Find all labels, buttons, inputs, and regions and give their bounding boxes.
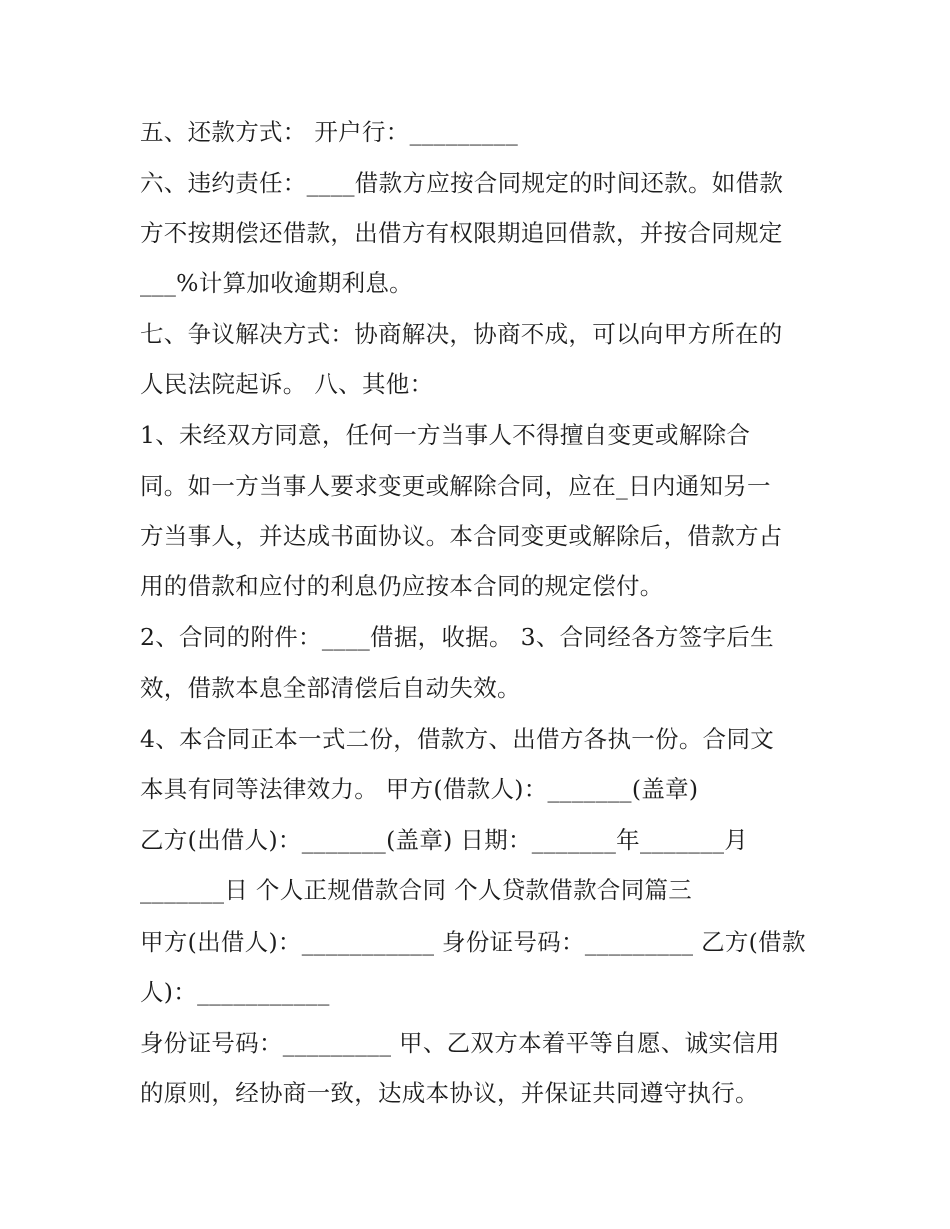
text-line-dispute-resolution: 七、争议解决方式：协商解决，协商不成，可以向甲方所在的	[140, 320, 783, 348]
text-line: 人)：___________	[140, 978, 330, 1006]
text-line: 的原则，经协商一致，达成本协议，并保证共同遵守执行。	[140, 1079, 759, 1107]
text-line: 效，借款本息全部清偿后自动失效。	[140, 674, 521, 702]
text-line: 方当事人，并达成书面协议。本合同变更或解除后，借款方占	[140, 522, 783, 550]
text-line: 同。如一方当事人要求变更或解除合同，应在_日内通知另一	[140, 472, 771, 500]
text-line: 人民法院起诉。 八、其他：	[140, 370, 434, 398]
text-line: ___%计算加收逾期利息。	[140, 269, 413, 297]
text-line-breach-liability: 六、违约责任：____借款方应按合同规定的时间还款。如借款	[140, 169, 784, 197]
text-line-section-title: _______日 个人正规借款合同 个人贷款借款合同篇三	[140, 876, 693, 904]
text-line: 方不按期偿还借款，出借方有权限期追回借款，并按合同规定	[140, 219, 783, 247]
text-line-party-b-signature: 乙方(出借人)：_______(盖章) 日期：_______年_______月	[140, 826, 749, 854]
text-line-clause-4: 4、本合同正本一式二份，借款方、出借方各执一份。合同文	[140, 725, 775, 753]
text-line-clause-2: 2、合同的附件：____借据，收据。 3、合同经各方签字后生	[140, 623, 774, 651]
text-line-party-a-signature: 本具有同等法律效力。 甲方(借款人)：_______(盖章)	[140, 775, 699, 803]
text-line: 用的借款和应付的利息仍应按本合同的规定偿付。	[140, 572, 664, 600]
text-line-parties: 甲方(出借人)：___________ 身份证号码：_________ 乙方(借款	[140, 928, 806, 956]
text-line-repayment-method: 五、还款方式： 开户行：_________	[140, 118, 519, 146]
text-line-id-number: 身份证号码：_________ 甲、乙双方本着平等自愿、诚实信用	[140, 1029, 780, 1057]
text-line-clause-1: 1、未经双方同意，任何一方当事人不得擅自变更或解除合	[140, 421, 751, 449]
